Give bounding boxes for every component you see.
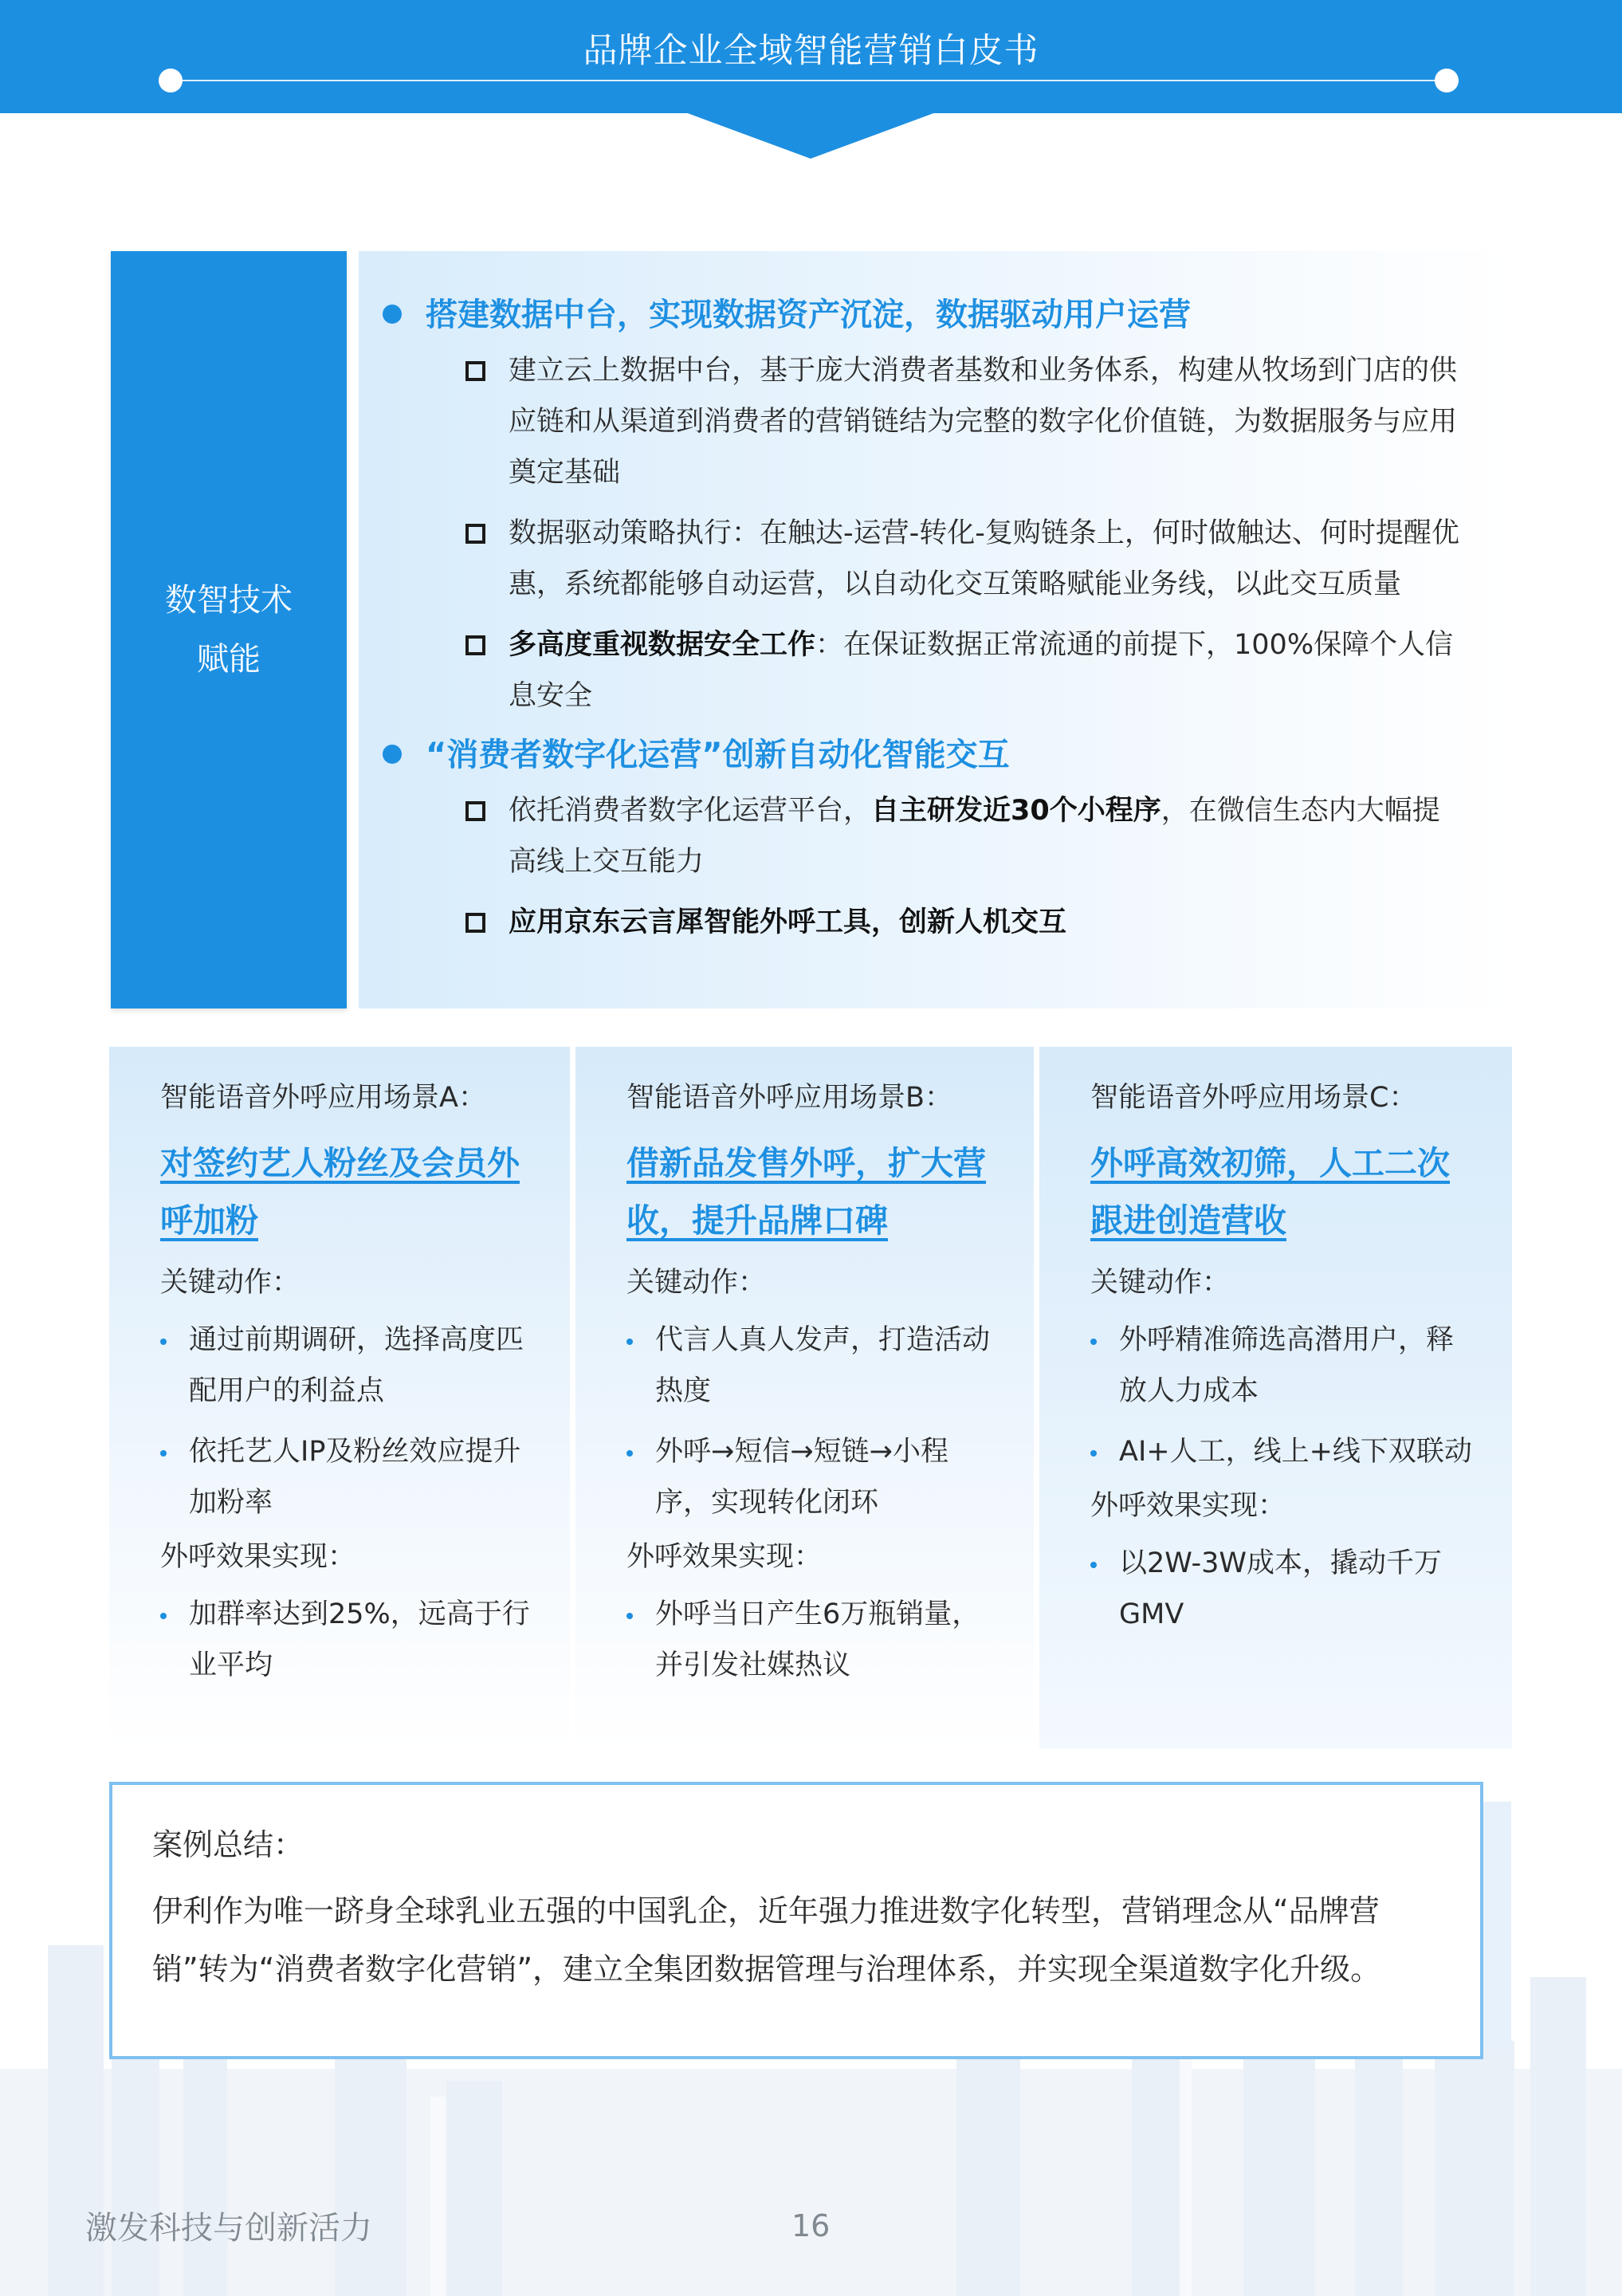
- bullet-dot-icon: [160, 1613, 167, 1619]
- bullet-dot-icon: [1090, 1562, 1097, 1568]
- list-item: 数据驱动策略执行：在触达-运营-转化-复购链条上，何时做触达、何时提醒优惠，系统都能够自动运营，以自动化交互策略赋能业务线，以此交互质量: [383, 508, 1464, 610]
- header-notch: [685, 112, 936, 159]
- document-title: 品牌企业全域智能营销白皮书: [583, 31, 1039, 71]
- bullet-dot-icon: [626, 1339, 633, 1345]
- list-item: AI+人工，线上+线下双联动: [1090, 1426, 1480, 1477]
- effect-label: 外呼效果实现：: [1090, 1490, 1286, 1522]
- scenario-card-b: [575, 1047, 1034, 1748]
- scenario-card-c: [1039, 1047, 1512, 1748]
- header-divider-line: [170, 80, 1445, 81]
- scenario-subtitle: 智能语音外呼应用场景B：: [626, 1082, 953, 1114]
- bullet-dot-icon: [1090, 1339, 1097, 1345]
- square-bullet-icon: [465, 361, 485, 381]
- scenario-headline: 借新品发售外呼，扩大营收，提升品牌口碑: [626, 1144, 986, 1240]
- list-item: 以2W-3W成本，撬动千万GMV: [1090, 1538, 1480, 1640]
- side-label-line2: 赋能: [197, 641, 261, 678]
- list-item: 多高度重视数据安全工作：在保证数据正常流通的前提下，100%保障个人信息安全: [383, 619, 1464, 721]
- summary-body: 伊利作为唯一跻身全球乳业五强的中国乳企，近年强力推进数字化转型，营销理念从“品牌营销”转为“消费者数字化营销”，建立全集团数据管理与治理体系，并实现全渠道数字化升级。: [152, 1893, 1381, 1987]
- header-banner: [0, 0, 1622, 113]
- section-heading: 搭建数据中台，实现数据资产沉淀，数据驱动用户运营: [383, 293, 1464, 337]
- actions-label: 关键动作：: [626, 1267, 767, 1299]
- list-item: 加群率达到25%，远高于行业平均: [160, 1589, 538, 1691]
- list-item: 外呼当日产生6万瓶销量，并引发社媒热议: [626, 1589, 1002, 1691]
- footer-slogan: 激发科技与创新活力: [85, 2210, 372, 2247]
- summary-title: 案例总结：: [152, 1827, 304, 1862]
- list-item: 通过前期调研，选择高度匹配用户的利益点: [160, 1315, 538, 1417]
- effect-label: 外呼效果实现：: [626, 1541, 823, 1573]
- square-bullet-icon: [465, 801, 485, 821]
- section-side-label: [111, 251, 347, 1008]
- scenario-subtitle: 智能语音外呼应用场景A：: [160, 1082, 486, 1114]
- list-item: 依托消费者数字化运营平台，自主研发近30个小程序，在微信生态内大幅提高线上交互能力: [383, 785, 1464, 887]
- header-dot-right: [1435, 69, 1459, 92]
- bullet-dot-icon: [160, 1339, 167, 1345]
- list-item: 应用京东云言犀智能外呼工具，创新人机交互: [383, 897, 1464, 948]
- list-item: 建立云上数据中台，基于庞大消费者基数和业务体系，构建从牧场到门店的供应链和从渠道到消费者的营销链结为完整的数字化价值链，为数据服务与应用奠定基础: [383, 345, 1464, 498]
- scenario-card-a: [109, 1047, 570, 1748]
- square-bullet-icon: [465, 635, 485, 655]
- section-content-panel: [359, 251, 1512, 1008]
- list-item: 外呼→短信→短链→小程序，实现转化闭环: [626, 1426, 1002, 1528]
- bullet-dot-icon: [160, 1450, 167, 1457]
- page-number: 16: [791, 2208, 831, 2243]
- side-label-line1: 数智技术: [165, 582, 293, 619]
- scenario-headline: 外呼高效初筛，人工二次跟进创造营收: [1090, 1144, 1450, 1240]
- bullet-dot-icon: [626, 1450, 633, 1457]
- square-bullet-icon: [465, 913, 485, 933]
- bullet-dot-icon: [383, 745, 402, 764]
- summary-box: [109, 1782, 1483, 2059]
- effect-label: 外呼效果实现：: [160, 1541, 356, 1573]
- actions-label: 关键动作：: [160, 1267, 300, 1299]
- list-item: 依托艺人IP及粉丝效应提升加粉率: [160, 1426, 538, 1528]
- bullet-dot-icon: [383, 305, 402, 324]
- scenario-headline: 对签约艺人粉丝及会员外呼加粉: [160, 1144, 520, 1240]
- section-heading: “消费者数字化运营”创新自动化智能交互: [383, 733, 1464, 777]
- list-item: 代言人真人发声，打造活动热度: [626, 1315, 1002, 1417]
- actions-label: 关键动作：: [1090, 1267, 1231, 1299]
- scenario-subtitle: 智能语音外呼应用场景C：: [1090, 1082, 1417, 1114]
- square-bullet-icon: [465, 524, 485, 544]
- bullet-dot-icon: [1090, 1450, 1097, 1457]
- list-item: 外呼精准筛选高潜用户，释放人力成本: [1090, 1315, 1480, 1417]
- bullet-dot-icon: [626, 1613, 633, 1619]
- header-dot-left: [159, 69, 183, 92]
